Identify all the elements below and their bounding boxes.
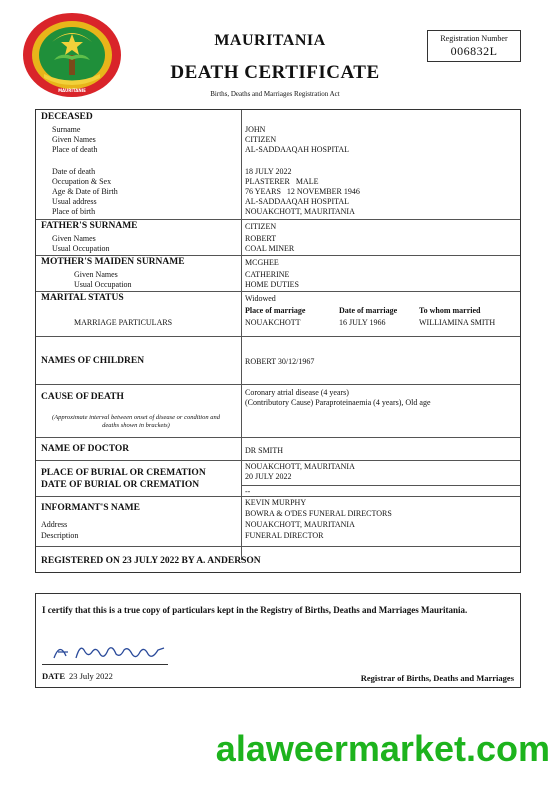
deceased-given-names: CITIZEN bbox=[245, 135, 277, 144]
divider bbox=[242, 485, 520, 486]
burial-date: 20 JULY 2022 bbox=[245, 472, 292, 481]
marriage-place-header: Place of marriage bbox=[245, 306, 306, 315]
watermark: alaweermarket.com bbox=[215, 728, 550, 769]
informant-heading: INFORMANT'S NAME bbox=[41, 503, 140, 513]
burial-place-heading: PLACE OF BURIAL OR CREMATION bbox=[41, 468, 206, 478]
children-names: ROBERT 30/12/1967 bbox=[245, 357, 315, 366]
divider bbox=[36, 255, 520, 256]
divider bbox=[36, 546, 520, 547]
certification-box bbox=[35, 593, 521, 688]
marriage-particulars-label: MARRIAGE PARTICULARS bbox=[74, 318, 173, 327]
date-of-death: 18 JULY 2022 bbox=[245, 167, 292, 176]
date-value: 23 July 2022 bbox=[69, 671, 113, 681]
father-given-names: ROBERT bbox=[245, 234, 277, 243]
mother-given-names: CATHERINE bbox=[245, 270, 290, 279]
father-surname: CITIZEN bbox=[245, 222, 277, 231]
deceased-surname: JOHN bbox=[245, 125, 266, 134]
date-label: DATE bbox=[42, 671, 65, 681]
usual-address: AL-SADDAAQAH HOSPITAL bbox=[245, 197, 350, 206]
doctor-heading: NAME OF DOCTOR bbox=[41, 444, 130, 454]
signature-line bbox=[42, 664, 168, 665]
place-of-birth: NOUAKCHOTT, MAURITANIA bbox=[245, 207, 355, 216]
informant-description-label: Description bbox=[41, 531, 79, 540]
registrar-signature bbox=[50, 638, 190, 664]
certification-text: I certify that this is a true copy of particulars kept in the Registry of Births, Deaths and Marriages Mauritania. bbox=[42, 605, 468, 615]
mother-heading: MOTHER'S MAIDEN SURNAME bbox=[41, 257, 185, 267]
father-given-names-label: Given Names bbox=[52, 234, 96, 243]
registration-number-box bbox=[427, 30, 521, 62]
burial-date-heading: DATE OF BURIAL OR CREMATION bbox=[41, 480, 200, 490]
divider bbox=[36, 336, 520, 337]
divider bbox=[36, 496, 520, 497]
certificate-title: DEATH CERTIFICATE bbox=[170, 62, 380, 83]
cause-note: (Approximate interval between onset of disease or condition and deaths shown in brackets) bbox=[51, 414, 220, 429]
father-occupation-label: Usual Occupation bbox=[52, 244, 110, 253]
marriage-date-header: Date of marriage bbox=[339, 306, 398, 315]
age-dob: 76 YEARS 12 NOVEMBER 1946 bbox=[245, 187, 360, 196]
children-heading: NAMES OF CHILDREN bbox=[41, 356, 145, 366]
registered-line: REGISTERED ON 23 JULY 2022 BY A. ANDERSON bbox=[41, 556, 261, 566]
father-heading: FATHER'S SURNAME bbox=[41, 221, 138, 231]
divider bbox=[36, 437, 520, 438]
marital-heading: MARITAL STATUS bbox=[41, 293, 124, 303]
svg-text:MAURITANIE: MAURITANIE bbox=[58, 88, 86, 93]
occupation-sex-label: Occupation & Sex bbox=[52, 177, 112, 186]
marriage-spouse: WILLIAMINA SMITH bbox=[419, 318, 496, 327]
usual-address-label: Usual address bbox=[52, 197, 97, 206]
place-of-death: AL-SADDAAQAH HOSPITAL bbox=[245, 145, 350, 154]
cause-heading: CAUSE OF DEATH bbox=[41, 392, 124, 402]
place-of-birth-label: Place of birth bbox=[52, 207, 96, 216]
burial-extra: -- bbox=[245, 487, 251, 496]
divider bbox=[36, 291, 520, 292]
age-dob-label: Age & Date of Birth bbox=[52, 187, 118, 196]
deceased-heading: DECEASED bbox=[41, 112, 93, 122]
mother-surname: MCGHEE bbox=[245, 258, 279, 267]
burial-place: NOUAKCHOTT, MAURITANIA bbox=[245, 462, 355, 471]
divider bbox=[36, 219, 520, 220]
registration-act: Births, Deaths and Marriages Registration Act bbox=[210, 90, 340, 98]
mother-given-names-label: Given Names bbox=[74, 270, 118, 279]
cause-line-1: Coronary atrial disease (4 years) bbox=[245, 388, 349, 397]
informant-company: BOWRA & O'DES FUNERAL DIRECTORS bbox=[245, 509, 392, 518]
occupation-sex: PLASTERER MALE bbox=[245, 177, 319, 186]
deceased-given-names-label: Given Names bbox=[52, 135, 96, 144]
column-divider bbox=[241, 110, 242, 560]
marital-status: Widowed bbox=[245, 294, 276, 303]
informant-address-label: Address bbox=[41, 520, 68, 529]
divider bbox=[36, 460, 520, 461]
registrar-title: Registrar of Births, Deaths and Marriages bbox=[360, 673, 514, 683]
marriage-place: NOUAKCHOTT bbox=[245, 318, 301, 327]
place-of-death-label: Place of death bbox=[52, 145, 98, 154]
father-occupation: COAL MINER bbox=[245, 244, 295, 253]
country-name: MAURITANIA bbox=[214, 32, 326, 49]
informant-address: NOUAKCHOTT, MAURITANIA bbox=[245, 520, 355, 529]
divider bbox=[36, 384, 520, 385]
date-of-death-label: Date of death bbox=[52, 167, 96, 176]
marriage-date: 16 JULY 1966 bbox=[339, 318, 386, 327]
marriage-whom-header: To whom married bbox=[419, 306, 481, 315]
certification-date bbox=[42, 671, 113, 681]
deceased-surname-label: Surname bbox=[52, 125, 81, 134]
registration-number: 006832L bbox=[450, 44, 498, 58]
certificate-details-table bbox=[35, 109, 521, 573]
mother-occupation-label: Usual Occupation bbox=[74, 280, 132, 289]
informant-description: FUNERAL DIRECTOR bbox=[245, 531, 324, 540]
informant-name: KEVIN MURPHY bbox=[245, 498, 307, 507]
mother-occupation: HOME DUTIES bbox=[245, 280, 299, 289]
coat-of-arms-seal bbox=[22, 12, 122, 98]
registration-number-label: Registration Number bbox=[440, 34, 508, 43]
doctor-name: DR SMITH bbox=[245, 446, 284, 455]
cause-line-2: (Contributory Cause) Paraproteinaemia (4 years), Old age bbox=[245, 398, 431, 407]
